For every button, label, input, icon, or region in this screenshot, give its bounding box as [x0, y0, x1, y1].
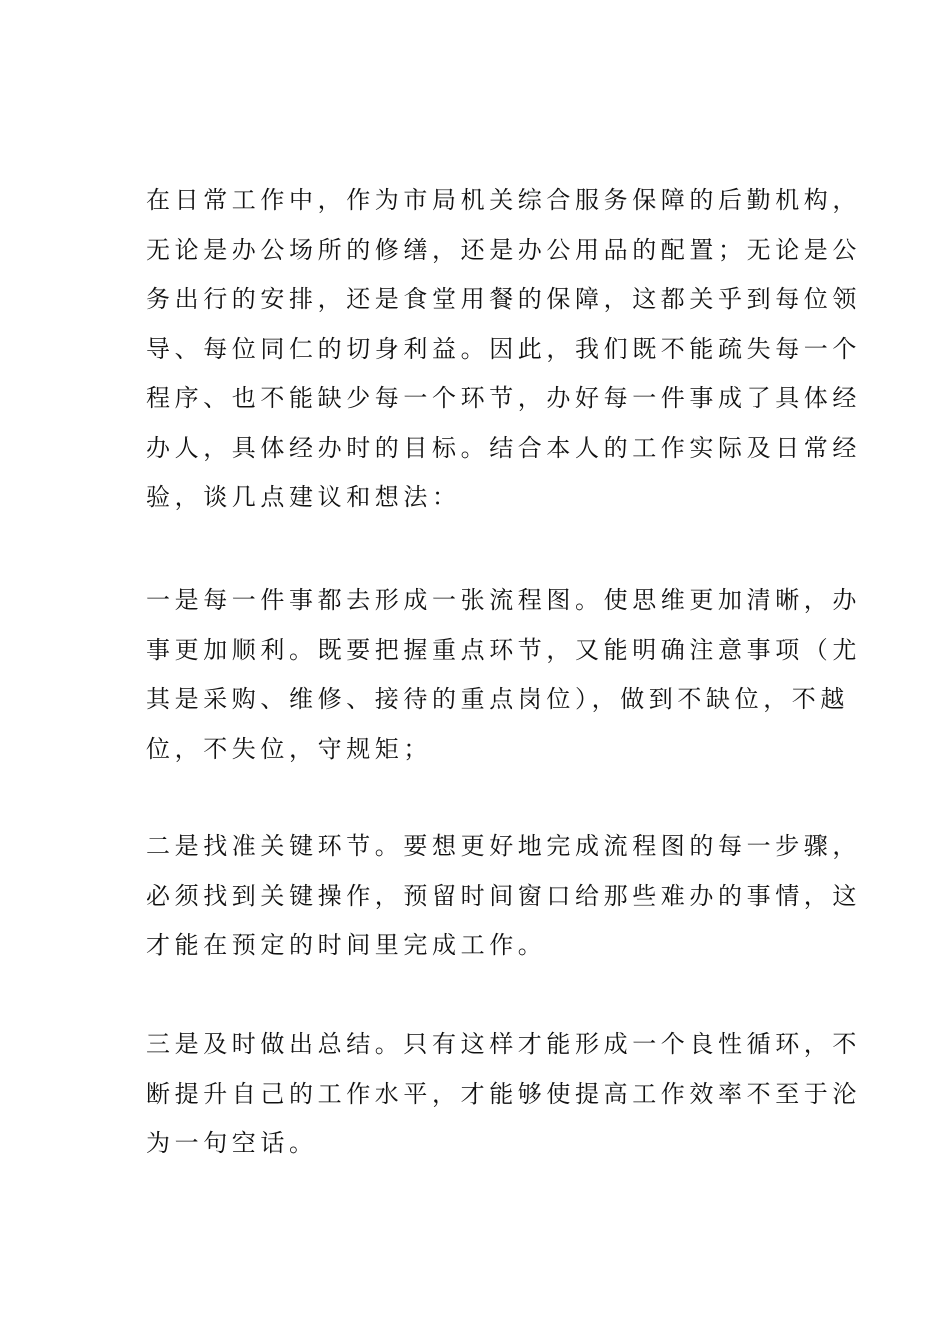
text-line: 一是每一件事都去形成一张流程图。使思维更加清晰，办	[146, 586, 861, 614]
paragraph-point-three	[146, 1020, 861, 1169]
text-line: 断提升自己的工作水平，才能够使提高工作效率不至于沦	[146, 1079, 861, 1108]
text-line: 必须找到关键操作，预留时间窗口给那些难办的事情，这	[146, 881, 861, 910]
text-line: 其是采购、维修、接待的重点岗位），做到不缺位，不越	[146, 685, 849, 713]
text-line: 办人，具体经办时的目标。结合本人的工作实际及日常经	[146, 433, 861, 462]
text-line: 无论是办公场所的修缮，还是办公用品的配置；无论是公	[146, 235, 861, 264]
text-line: 务出行的安排，还是食堂用餐的保障，这都关乎到每位领	[146, 285, 861, 313]
text-line: 才能在预定的时间里完成工作。	[146, 931, 547, 959]
text-line: 位，不失位，守规矩；	[146, 734, 432, 763]
paragraph-point-one	[146, 576, 861, 774]
text-line: 在日常工作中，作为市局机关综合服务保障的后勤机构，	[146, 186, 861, 214]
text-line: 二是找准关键环节。要想更好地完成流程图的每一步骤，	[146, 832, 861, 860]
text-line: 为一句空话。	[146, 1129, 318, 1157]
paragraph-intro	[146, 176, 861, 523]
text-line: 导、每位同仁的切身利益。因此，我们既不能疏失每一个	[146, 334, 861, 363]
text-line: 程序、也不能缺少每一个环节，办好每一件事成了具体经	[146, 384, 861, 412]
text-line: 事更加顺利。既要把握重点环节，又能明确注意事项（尤	[146, 635, 861, 664]
text-line: 三是及时做出总结。只有这样才能形成一个良性循环，不	[146, 1030, 861, 1058]
paragraph-point-two	[146, 822, 861, 971]
text-line: 验，谈几点建议和想法：	[146, 483, 461, 511]
